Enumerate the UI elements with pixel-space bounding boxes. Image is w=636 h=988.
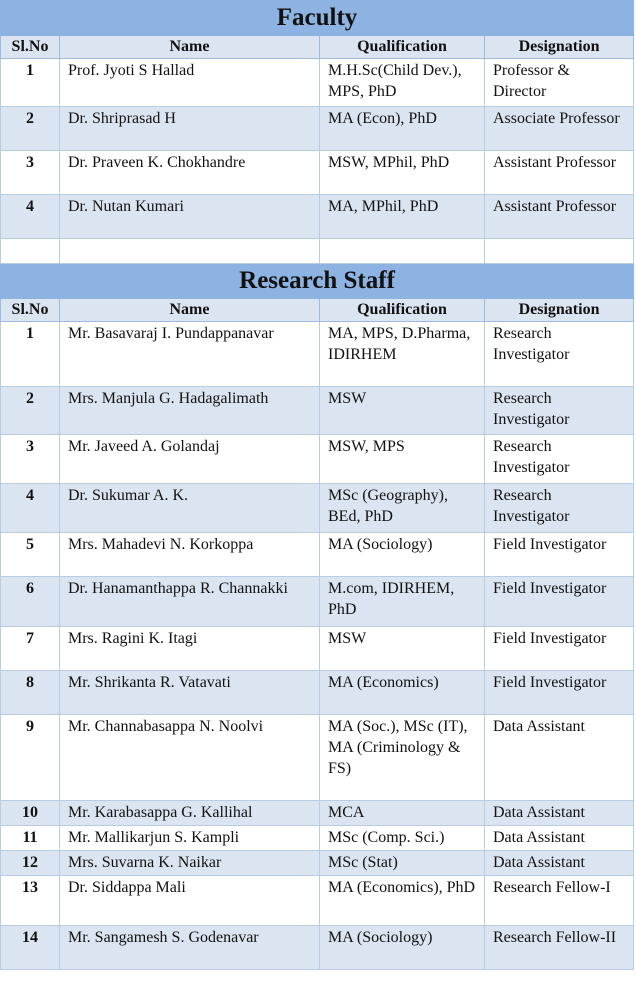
research-designation: Field Investigator xyxy=(485,577,634,627)
research-qualification: MA (Sociology) xyxy=(320,926,485,970)
research-designation: Research Fellow-II xyxy=(485,926,634,970)
faculty-header-qualification: Qualification xyxy=(320,36,485,59)
research-qualification: MA (Soc.), MSc (IT), MA (Criminology & FS) xyxy=(320,715,485,801)
research-name: Mrs. Ragini K. Itagi xyxy=(60,627,320,671)
research-row xyxy=(1,435,634,484)
faculty-row xyxy=(1,151,634,195)
research-name: Mrs. Mahadevi N. Korkoppa xyxy=(60,533,320,577)
research-name: Mr. Javeed A. Golandaj xyxy=(60,435,320,484)
research-slno: 3 xyxy=(1,435,60,484)
faculty-name: Prof. Jyoti S Hallad xyxy=(60,59,320,107)
faculty-header-name: Name xyxy=(60,36,320,59)
research-designation: Research Investigator xyxy=(485,435,634,484)
research-name: Mr. Mallikarjun S. Kampli xyxy=(60,826,320,851)
research-slno: 14 xyxy=(1,926,60,970)
research-name: Mr. Channabasappa N. Noolvi xyxy=(60,715,320,801)
research-row xyxy=(1,577,634,627)
empty-cell xyxy=(60,239,320,264)
faculty-header-slno: Sl.No xyxy=(1,36,60,59)
research-designation: Data Assistant xyxy=(485,715,634,801)
research-name: Mrs. Manjula G. Hadagalimath xyxy=(60,387,320,435)
research-slno: 11 xyxy=(1,826,60,851)
research-designation: Research Investigator xyxy=(485,322,634,387)
research-row xyxy=(1,671,634,715)
faculty-qualification: MA (Econ), PhD xyxy=(320,107,485,151)
research-name: Dr. Hanamanthappa R. Channakki xyxy=(60,577,320,627)
research-row xyxy=(1,801,634,826)
research-designation: Field Investigator xyxy=(485,627,634,671)
research-qualification: MA (Sociology) xyxy=(320,533,485,577)
faculty-title-row xyxy=(1,1,634,36)
faculty-slno: 3 xyxy=(1,151,60,195)
research-designation: Research Investigator xyxy=(485,387,634,435)
research-staff-title: Research Staff xyxy=(1,264,634,299)
research-qualification: MSc (Geography), BEd, PhD xyxy=(320,484,485,533)
research-row xyxy=(1,715,634,801)
research-row xyxy=(1,484,634,533)
research-header-slno: Sl.No xyxy=(1,299,60,322)
research-name: Mr. Basavaraj I. Pundappanavar xyxy=(60,322,320,387)
faculty-qualification: M.H.Sc(Child Dev.), MPS, PhD xyxy=(320,59,485,107)
empty-cell xyxy=(1,239,60,264)
research-qualification: MSW xyxy=(320,627,485,671)
faculty-name: Dr. Shriprasad H xyxy=(60,107,320,151)
faculty-row xyxy=(1,107,634,151)
faculty-row xyxy=(1,59,634,107)
faculty-header-row xyxy=(1,36,634,59)
faculty-qualification: MA, MPhil, PhD xyxy=(320,195,485,239)
faculty-slno: 1 xyxy=(1,59,60,107)
faculty-designation: Assistant Professor xyxy=(485,151,634,195)
research-row xyxy=(1,876,634,926)
research-row xyxy=(1,322,634,387)
faculty-qualification: MSW, MPhil, PhD xyxy=(320,151,485,195)
faculty-title: Faculty xyxy=(1,1,634,36)
research-qualification: MSW, MPS xyxy=(320,435,485,484)
research-header-qualification: Qualification xyxy=(320,299,485,322)
research-name: Dr. Sukumar A. K. xyxy=(60,484,320,533)
research-name: Mr. Sangamesh S. Godenavar xyxy=(60,926,320,970)
research-qualification: MSc (Stat) xyxy=(320,851,485,876)
research-qualification: MSW xyxy=(320,387,485,435)
research-row xyxy=(1,533,634,577)
research-row xyxy=(1,851,634,876)
research-name: Mr. Shrikanta R. Vatavati xyxy=(60,671,320,715)
faculty-designation: Assistant Professor xyxy=(485,195,634,239)
research-staff-title-row xyxy=(1,264,634,299)
research-designation: Research Fellow-I xyxy=(485,876,634,926)
faculty-slno: 2 xyxy=(1,107,60,151)
research-slno: 5 xyxy=(1,533,60,577)
research-name: Mrs. Suvarna K. Naikar xyxy=(60,851,320,876)
research-slno: 12 xyxy=(1,851,60,876)
research-name: Mr. Karabasappa G. Kallihal xyxy=(60,801,320,826)
research-row xyxy=(1,826,634,851)
research-slno: 1 xyxy=(1,322,60,387)
empty-cell xyxy=(485,239,634,264)
research-staff-header-row xyxy=(1,299,634,322)
research-slno: 4 xyxy=(1,484,60,533)
research-qualification: MA (Economics), PhD xyxy=(320,876,485,926)
faculty-designation: Associate Professor xyxy=(485,107,634,151)
research-header-designation: Designation xyxy=(485,299,634,322)
research-qualification: MCA xyxy=(320,801,485,826)
research-row xyxy=(1,926,634,970)
research-qualification: MA (Economics) xyxy=(320,671,485,715)
research-slno: 6 xyxy=(1,577,60,627)
research-qualification: M.com, IDIRHEM, PhD xyxy=(320,577,485,627)
research-slno: 7 xyxy=(1,627,60,671)
research-row xyxy=(1,627,634,671)
empty-cell xyxy=(320,239,485,264)
faculty-header-designation: Designation xyxy=(485,36,634,59)
research-designation: Data Assistant xyxy=(485,801,634,826)
research-slno: 13 xyxy=(1,876,60,926)
research-slno: 10 xyxy=(1,801,60,826)
research-slno: 9 xyxy=(1,715,60,801)
faculty-empty-row xyxy=(1,239,634,264)
research-designation: Research Investigator xyxy=(485,484,634,533)
faculty-slno: 4 xyxy=(1,195,60,239)
research-slno: 8 xyxy=(1,671,60,715)
research-qualification: MSc (Comp. Sci.) xyxy=(320,826,485,851)
research-slno: 2 xyxy=(1,387,60,435)
research-qualification: MA, MPS, D.Pharma, IDIRHEM xyxy=(320,322,485,387)
research-name: Dr. Siddappa Mali xyxy=(60,876,320,926)
research-designation: Data Assistant xyxy=(485,826,634,851)
research-designation: Field Investigator xyxy=(485,533,634,577)
research-row xyxy=(1,387,634,435)
faculty-designation: Professor & Director xyxy=(485,59,634,107)
faculty-name: Dr. Praveen K. Chokhandre xyxy=(60,151,320,195)
research-designation: Field Investigator xyxy=(485,671,634,715)
faculty-name: Dr. Nutan Kumari xyxy=(60,195,320,239)
faculty-row xyxy=(1,195,634,239)
research-designation: Data Assistant xyxy=(485,851,634,876)
research-header-name: Name xyxy=(60,299,320,322)
